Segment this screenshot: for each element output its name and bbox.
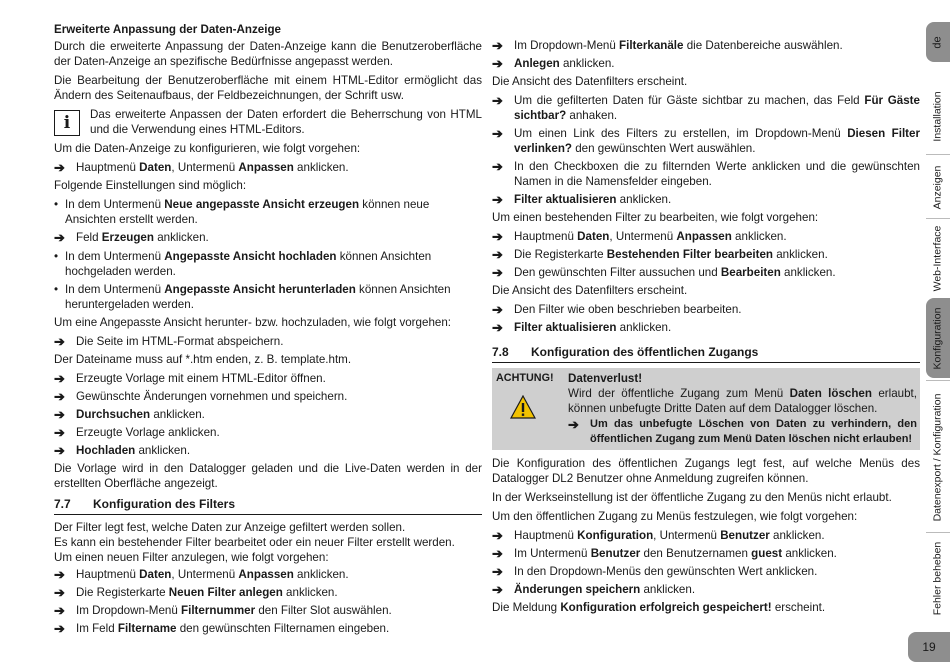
- tab-datenexport-konfiguration[interactable]: Datenexport / Konfiguration: [926, 384, 950, 530]
- paragraph: Die Vorlage wird in den Datalogger geladen und die Live-Daten werden in der erstellten Oberfläche angezeigt.: [54, 462, 482, 490]
- warning-title: Datenverlust!: [568, 372, 643, 385]
- arrow-right-icon: ➔: [54, 160, 65, 175]
- paragraph: Durch die erweiterte Anpassung der Daten-Anzeige kann die Benutzeroberfläche der Daten-Anzeige an spezifische Bedürfnisse angepasst werden.: [54, 40, 482, 68]
- step: ➔ Anlegen anklicken.: [492, 56, 615, 71]
- step: ➔ Hauptmenü Konfiguration, Untermenü Benutzer anklicken.: [492, 528, 825, 543]
- step: ➔ Filter aktualisieren anklicken.: [492, 320, 672, 335]
- warning-text: Wird der öffentliche Zugang zum Menü Daten löschen erlaubt, können unbefugte Dritte Daten auf dem Datalogger löschen.: [568, 387, 917, 415]
- warning-step: ➔ Um das unbefugte Löschen von Daten zu verhindern, den öffentlichen Zugang zum Menü Daten löschen nicht erlauben!: [568, 417, 917, 445]
- step: ➔ Gewünschte Änderungen vornehmen und speichern.: [54, 389, 348, 404]
- step: ➔ Hauptmenü Daten, Untermenü Anpassen anklicken.: [492, 229, 787, 244]
- arrow-right-icon: ➔: [54, 371, 65, 386]
- paragraph: Der Filter legt fest, welche Daten zur Anzeige gefiltert werden sollen.: [54, 521, 406, 534]
- warning-box: [492, 368, 920, 450]
- arrow-right-icon: ➔: [492, 302, 503, 317]
- arrow-right-icon: ➔: [492, 546, 503, 561]
- arrow-right-icon: ➔: [492, 528, 503, 543]
- step: ➔ Hauptmenü Daten, Untermenü Anpassen anklicken.: [54, 160, 349, 175]
- step: ➔ Um die gefilterten Daten für Gäste sichtbar zu machen, das Feld Für Gäste sichtbar? anhaken.: [492, 93, 920, 122]
- arrow-right-icon: ➔: [492, 93, 503, 108]
- language-tab[interactable]: de: [926, 22, 950, 62]
- left-column: [54, 22, 482, 639]
- section-heading-7-8: 7.8 Konfiguration des öffentlichen Zugangs: [492, 345, 920, 363]
- arrow-right-icon: ➔: [54, 334, 65, 349]
- step: ➔ Im Feld Filtername den gewünschten Filternamen eingeben.: [54, 621, 390, 636]
- page-number: 19: [908, 632, 950, 662]
- list-item: • In dem Untermenü Angepasste Ansicht herunterladen können Ansichten heruntergeladen werden.: [54, 283, 451, 311]
- step: ➔ In den Dropdown-Menüs den gewünschten Wert anklicken.: [492, 564, 818, 579]
- paragraph: Die Bearbeitung der Benutzeroberfläche mit einem HTML-Editor ermöglicht das Ändern des Seitenaufbaus, der Feldbezeichnungen, der Schrift usw.: [54, 74, 482, 102]
- arrow-right-icon: ➔: [492, 265, 503, 280]
- paragraph: Um einen bestehenden Filter zu bearbeiten, wie folgt vorgehen:: [492, 211, 819, 224]
- step: ➔ Filter aktualisieren anklicken.: [492, 192, 672, 207]
- info-text: Das erweiterte Anpassen der Daten erfordert die Beherrschung von HTML und die Verwendung eines HTML-Editors.: [90, 108, 482, 136]
- arrow-right-icon: ➔: [54, 567, 65, 582]
- paragraph: Die Ansicht des Datenfilters erscheint.: [492, 284, 688, 297]
- step: ➔ Um einen Link des Filters zu erstellen, im Dropdown-Menü Diesen Filter verlinken? den gewünschten Wert auswählen.: [492, 126, 920, 155]
- step: ➔ Hochladen anklicken.: [54, 443, 191, 458]
- tab-web-interface[interactable]: Web-Interface: [926, 222, 950, 294]
- paragraph: Folgende Einstellungen sind möglich:: [54, 179, 247, 192]
- warning-label: ACHTUNG!: [496, 372, 554, 384]
- info-icon: i: [54, 110, 80, 136]
- arrow-right-icon: ➔: [492, 126, 503, 141]
- arrow-right-icon: ➔: [54, 407, 65, 422]
- step: ➔ In den Checkboxen die zu filternden Werte anklicken und die gewünschten Namen in die Namensfelder eingeben.: [492, 159, 920, 188]
- list-item: • In dem Untermenü Neue angepasste Ansicht erzeugen können neue Ansichten erstellt werden.: [54, 198, 430, 226]
- step: ➔ Die Registerkarte Neuen Filter anlegen anklicken.: [54, 585, 338, 600]
- section-heading-7-7: 7.7 Konfiguration des Filters: [54, 497, 482, 515]
- arrow-right-icon: ➔: [54, 230, 65, 245]
- step: ➔ Feld Erzeugen anklicken.: [54, 230, 209, 245]
- arrow-right-icon: ➔: [492, 564, 503, 579]
- info-note: [54, 107, 482, 137]
- arrow-right-icon: ➔: [54, 621, 65, 636]
- step: ➔ Die Registerkarte Bestehenden Filter bearbeiten anklicken.: [492, 247, 828, 262]
- step: ➔ Hauptmenü Daten, Untermenü Anpassen anklicken.: [54, 567, 349, 582]
- step: ➔ Durchsuchen anklicken.: [54, 407, 205, 422]
- paragraph: Der Dateiname muss auf *.htm enden, z. B. template.htm.: [54, 353, 352, 366]
- arrow-right-icon: ➔: [568, 417, 579, 432]
- step: ➔ Die Seite im HTML-Format abspeichern.: [54, 334, 284, 349]
- arrow-right-icon: ➔: [492, 320, 503, 335]
- arrow-right-icon: ➔: [492, 38, 503, 53]
- tab-konfiguration[interactable]: Konfiguration: [926, 298, 950, 378]
- tab-fehler-beheben[interactable]: Fehler beheben: [926, 536, 950, 620]
- step: ➔ Den gewünschten Filter aussuchen und Bearbeiten anklicken.: [492, 265, 836, 280]
- step: ➔ Im Dropdown-Menü Filternummer den Filter Slot auswählen.: [54, 603, 392, 618]
- heading-erweiterte-anpassung: Erweiterte Anpassung der Daten-Anzeige: [54, 23, 281, 36]
- arrow-right-icon: ➔: [492, 159, 503, 174]
- arrow-right-icon: ➔: [54, 603, 65, 618]
- step: ➔ Änderungen speichern anklicken.: [492, 582, 696, 597]
- paragraph: Die Ansicht des Datenfilters erscheint.: [492, 75, 688, 88]
- step: ➔ Erzeugte Vorlage mit einem HTML-Editor öffnen.: [54, 371, 326, 386]
- arrow-right-icon: ➔: [492, 229, 503, 244]
- arrow-right-icon: ➔: [54, 443, 65, 458]
- arrow-right-icon: ➔: [492, 192, 503, 207]
- paragraph: Es kann ein bestehender Filter bearbeitet oder ein neuer Filter erstellt werden.: [54, 536, 455, 549]
- paragraph: Die Konfiguration des öffentlichen Zugangs legt fest, auf welche Menüs des Datalogger DL2 Benutzer ohne Anmeldung zugreifen können.: [492, 457, 920, 485]
- chapter-sidebar: [922, 0, 950, 670]
- step: ➔ Erzeugte Vorlage anklicken.: [54, 425, 220, 440]
- arrow-right-icon: ➔: [54, 585, 65, 600]
- paragraph: Um eine Angepasste Ansicht herunter- bzw. hochzuladen, wie folgt vorgehen:: [54, 316, 452, 329]
- arrow-right-icon: ➔: [492, 582, 503, 597]
- paragraph: Die Meldung Konfiguration erfolgreich gespeichert! erscheint.: [492, 601, 826, 614]
- paragraph: In der Werkseinstellung ist der öffentliche Zugang zu den Menüs nicht erlaubt.: [492, 491, 892, 504]
- arrow-right-icon: ➔: [54, 389, 65, 404]
- paragraph: Um die Daten-Anzeige zu konfigurieren, wie folgt vorgehen:: [54, 142, 361, 155]
- paragraph: Um den öffentlichen Zugang zu Menüs festzulegen, wie folgt vorgehen:: [492, 510, 858, 523]
- step: ➔ Im Dropdown-Menü Filterkanäle die Datenbereiche auswählen.: [492, 38, 843, 53]
- list-item: • In dem Untermenü Angepasste Ansicht hochladen können Ansichten hochgeladen werden.: [54, 250, 432, 278]
- arrow-right-icon: ➔: [492, 56, 503, 71]
- step: ➔ Den Filter wie oben beschrieben bearbeiten.: [492, 302, 742, 317]
- step: ➔ Im Untermenü Benutzer den Benutzernamen guest anklicken.: [492, 546, 837, 561]
- tab-installation[interactable]: Installation: [926, 80, 950, 152]
- right-column: [492, 38, 920, 619]
- paragraph: Um einen neuen Filter anzulegen, wie folgt vorgehen:: [54, 551, 329, 564]
- arrow-right-icon: ➔: [492, 247, 503, 262]
- warning-triangle-icon: [510, 395, 536, 419]
- tab-anzeigen[interactable]: Anzeigen: [926, 158, 950, 216]
- arrow-right-icon: ➔: [54, 425, 65, 440]
